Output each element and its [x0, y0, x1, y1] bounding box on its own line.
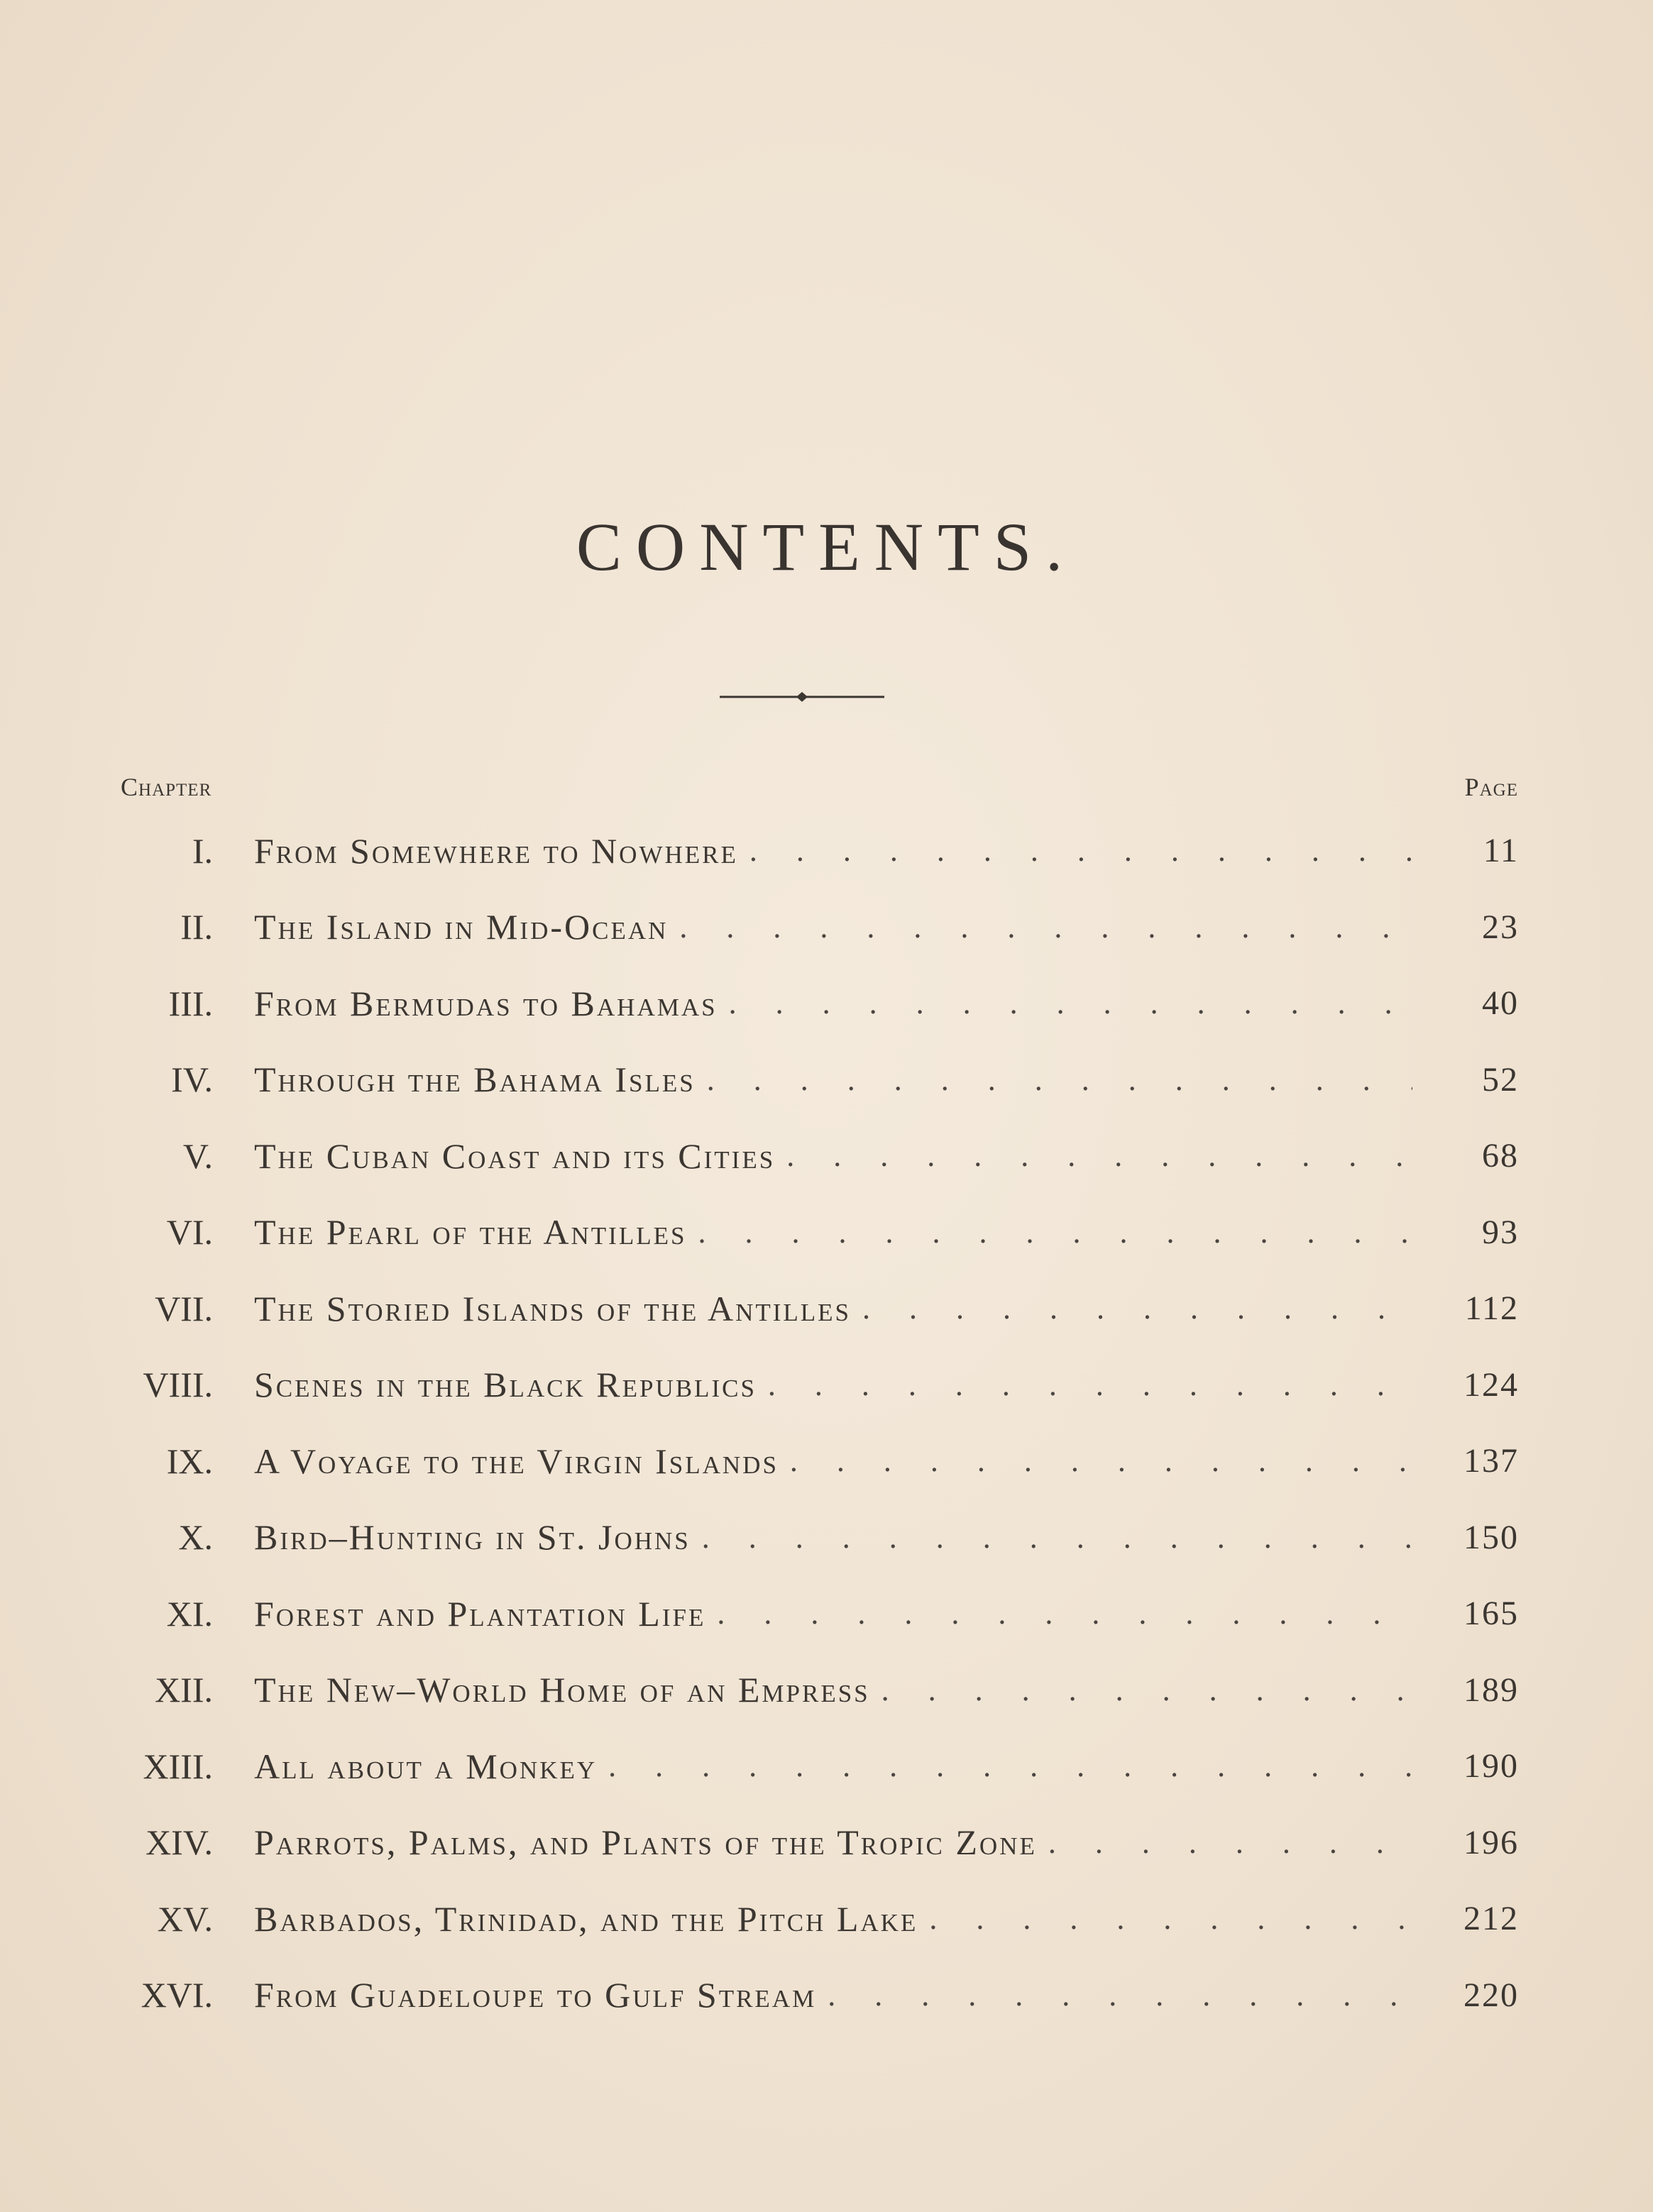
chapter-title-cell: [254, 1211, 1412, 1253]
page-number: 23: [1482, 908, 1519, 946]
chapter-title-cell: [254, 1974, 1412, 2015]
toc-entry: [99, 965, 1519, 1042]
page-number: 220: [1463, 1976, 1519, 2014]
chapter-title-cell: [254, 1517, 1412, 1558]
table-of-contents: [99, 813, 1519, 2033]
dot-leader: [717, 1595, 1412, 1632]
chapter-title: A Voyage to the Virgin Islands: [254, 1441, 779, 1481]
chapter-title-cell: [254, 830, 1412, 871]
dot-leader: [828, 1977, 1412, 2013]
chapter-title: Parrots, Palms, and Plants of the Tropic Zone: [254, 1822, 1037, 1863]
chapter-title: The Island in Mid-Ocean: [254, 907, 669, 947]
page-number: 150: [1463, 1518, 1519, 1556]
page-number: 40: [1482, 984, 1519, 1023]
page-number: 137: [1463, 1442, 1519, 1480]
chapter-number: X.: [178, 1517, 213, 1558]
toc-entry: [99, 1347, 1519, 1424]
chapter-number: IX.: [166, 1441, 213, 1481]
chapter-number: XV.: [157, 1898, 213, 1939]
chapter-number: XIV.: [145, 1822, 213, 1863]
chapter-title-cell: [254, 1441, 1412, 1482]
toc-entry: [99, 1575, 1519, 1652]
toc-entry: [99, 1118, 1519, 1194]
chapter-title: From Bermudas to Bahamas: [254, 983, 718, 1023]
chapter-number: I.: [192, 830, 213, 871]
ornament-divider: [717, 688, 887, 705]
page-number: 165: [1463, 1595, 1519, 1633]
toc-entry: [99, 1881, 1519, 1957]
dot-leader: [749, 832, 1412, 869]
dot-leader: [707, 1062, 1412, 1098]
page-number: 93: [1482, 1213, 1519, 1251]
toc-entry: [99, 1500, 1519, 1576]
toc-entry: [99, 1270, 1519, 1347]
toc-entry: [99, 1423, 1519, 1500]
chapter-title: Forest and Plantation Life: [254, 1593, 706, 1634]
chapter-title-cell: [254, 1593, 1412, 1634]
dot-leader: [729, 985, 1412, 1021]
chapter-title: From Guadeloupe to Gulf Stream: [254, 1975, 817, 2015]
chapter-number: IV.: [171, 1060, 213, 1100]
toc-entry: [99, 1805, 1519, 1881]
dot-leader: [862, 1290, 1412, 1326]
chapter-number: XII.: [155, 1670, 213, 1710]
chapter-number: XVI.: [141, 1975, 213, 2015]
page-number: 189: [1463, 1671, 1519, 1709]
dot-leader: [1048, 1825, 1412, 1861]
toc-entry: [99, 1652, 1519, 1729]
page-title: CONTENTS.: [576, 509, 1077, 585]
dot-leader: [702, 1519, 1412, 1556]
chapter-title-cell: [254, 1288, 1412, 1329]
chapter-title: Through the Bahama Isles: [254, 1060, 696, 1100]
dot-leader: [768, 1367, 1412, 1403]
chapter-title-cell: [254, 983, 1412, 1024]
chapter-number: V.: [182, 1135, 213, 1176]
chapter-column-header: Chapter: [121, 773, 212, 801]
dot-leader: [786, 1138, 1412, 1174]
dot-leader: [790, 1443, 1412, 1479]
page-number: 196: [1463, 1823, 1519, 1861]
chapter-number: VI.: [166, 1212, 213, 1253]
chapter-title-cell: [254, 906, 1412, 947]
chapter-number: VII.: [155, 1288, 213, 1328]
page-column-header: Page: [1464, 773, 1518, 801]
toc-entry: [99, 1042, 1519, 1118]
toc-entry: [99, 1728, 1519, 1805]
dot-leader: [679, 909, 1412, 945]
chapter-title: All about a Monkey: [254, 1746, 598, 1786]
chapter-title: From Somewhere to Nowhere: [254, 830, 738, 871]
chapter-number: VIII.: [143, 1365, 213, 1405]
page-number: 112: [1464, 1289, 1519, 1328]
chapter-title-cell: [254, 1898, 1412, 1939]
chapter-title-cell: [254, 1822, 1412, 1863]
dot-leader: [882, 1672, 1412, 1708]
chapter-title: The Pearl of the Antilles: [254, 1212, 687, 1253]
dot-leader: [698, 1214, 1412, 1250]
page-number: 11: [1483, 832, 1519, 870]
chapter-number: III.: [168, 983, 213, 1023]
chapter-title: Scenes in the Black Republics: [254, 1365, 757, 1405]
chapter-title-cell: [254, 1059, 1412, 1100]
dot-leader: [608, 1748, 1412, 1784]
chapter-number: XIII.: [143, 1746, 213, 1786]
chapter-title: Bird–Hunting in St. Johns: [254, 1517, 691, 1558]
chapter-number: II.: [180, 907, 213, 947]
page-number: 68: [1482, 1137, 1519, 1175]
toc-entry: [99, 1194, 1519, 1271]
dot-leader: [929, 1900, 1412, 1937]
chapter-title: The Storied Islands of the Antilles: [254, 1288, 852, 1328]
chapter-title-cell: [254, 1669, 1412, 1710]
page-number: 124: [1463, 1365, 1519, 1404]
toc-entry: [99, 813, 1519, 889]
chapter-title-cell: [254, 1364, 1412, 1405]
chapter-title-cell: [254, 1746, 1412, 1787]
page-number: 52: [1482, 1060, 1519, 1099]
chapter-title: The New–World Home of an Empress: [254, 1670, 870, 1710]
page-number: 190: [1463, 1747, 1519, 1785]
chapter-title: Barbados, Trinidad, and the Pitch Lake: [254, 1898, 918, 1939]
toc-entry: [99, 1957, 1519, 2034]
chapter-title: The Cuban Coast and its Cities: [254, 1135, 776, 1176]
chapter-title-cell: [254, 1135, 1412, 1177]
toc-entry: [99, 889, 1519, 966]
chapter-number: XI.: [166, 1593, 213, 1634]
page-number: 212: [1463, 1900, 1519, 1938]
